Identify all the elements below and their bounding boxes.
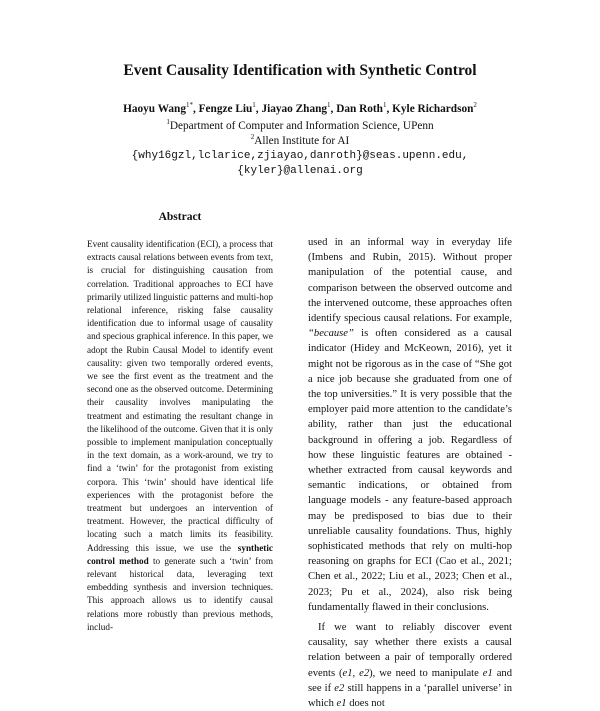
author-affil-mark: 2 bbox=[473, 101, 477, 109]
affiliation-ai2 bbox=[0, 133, 600, 147]
body-p2-text-c: and see if bbox=[308, 667, 512, 694]
body-p2-math-e1e2: e1, e2 bbox=[342, 667, 370, 679]
right-column bbox=[308, 235, 512, 711]
author-affil-mark: 1 bbox=[382, 101, 387, 109]
author-affil-mark: 1 bbox=[327, 101, 331, 109]
body-p2-math-e1: e1 bbox=[482, 667, 493, 679]
author-affil-mark: 1 bbox=[252, 101, 256, 109]
body-p1-text-a: used in an informal way in everyday life (Imbens and Rubin, 2015). Without proper manipulation of the potential cause, and comparison between the observed outcome and the intervened outcome, these approaches often identify specious causal relations. For example, bbox=[308, 237, 512, 325]
author-separator: , bbox=[330, 102, 337, 115]
body-p1-text-b: is often considered as a causal indicator (Hidey and McKeown, 2016), yet it might not be rigorous as in the case of “She got a nice job because she graduated from one of the top universities.” It is very possible that the employer paid more attention to the candidate’s ability, rather than just the educational background in offering a job. Regardless of how these linguistic features are obtained - whether extracted from causal keywords and semantic indications, or obtained from language models - any feature-based approach may be predisposed to bias due to their unreliable causality foundations. Thus, highly sophisticated methods that rely on multi-hop reasoning on graphs for ECI (Cao et al., 2021; Chen et al., 2022; Liu et al., 2023; Chen et al., 2023; Pu et al., 2024), also risk being fundamentally flawed in their conclusions. bbox=[308, 328, 512, 613]
body-paragraph-2 bbox=[308, 620, 512, 711]
author-name: Kyle Richardson bbox=[392, 102, 474, 115]
email-line-upenn: {why16gzl,lclarice,zjiayao,danroth}@seas.upenn.edu, bbox=[131, 150, 469, 162]
abstract-text bbox=[87, 238, 273, 634]
affiliation-mark: 1 bbox=[166, 118, 170, 126]
author-separator: , bbox=[386, 102, 393, 115]
body-p2-text-b: ), we need to manipulate bbox=[369, 667, 483, 679]
author-separator: , bbox=[255, 102, 262, 115]
abstract-heading: Abstract bbox=[158, 211, 202, 223]
body-p2-text-a: If we want to reliably discover event causality, say whether there exists a causal relation between a pair of temporally ordered events ( bbox=[308, 622, 512, 679]
left-column bbox=[87, 210, 273, 634]
affiliation-mark: 2 bbox=[250, 133, 255, 141]
body-p2-math-e1b: e1 bbox=[336, 698, 347, 710]
body-paragraph-1 bbox=[308, 235, 512, 615]
abstract-bold-term: synthetic control method bbox=[87, 542, 273, 566]
author-name: Fengze Liu bbox=[198, 102, 253, 115]
affiliation-upenn bbox=[0, 118, 600, 132]
paper-title: Event Causality Identification with Synthetic Control bbox=[123, 62, 477, 79]
affiliation-text: Department of Computer and Information Science, UPenn bbox=[169, 119, 434, 132]
affiliation-text: Allen Institute for AI bbox=[254, 134, 350, 147]
abstract-text-part2: to generate such a ‘twin’ from relevant historical data, leveraging text embedding synthesis and inversion techniques. This approach allows us to identify causal relations more robustly than previous methods, includ- bbox=[87, 555, 273, 632]
body-p1-italic: “because” bbox=[308, 328, 354, 340]
author-name: Jiayao Zhang bbox=[261, 102, 328, 115]
email-line-ai2: {kyler}@allenai.org bbox=[237, 165, 363, 177]
author-name: Haoyu Wang bbox=[123, 102, 186, 115]
author-separator: , bbox=[192, 102, 199, 115]
author-affil-mark: 1* bbox=[185, 101, 193, 109]
body-p2-text-e: does not bbox=[346, 698, 385, 710]
author-name: Dan Roth bbox=[336, 102, 383, 115]
author-emails bbox=[0, 149, 600, 179]
body-p2-text-d: still happens in a ‘parallel universe’ in which bbox=[308, 682, 513, 710]
abstract-text-part1: Event causality identification (ECI), a process that extracts causal relations between events from text, is crucial for distinguishing causation from correlation. Traditional approaches to ECI have primarily utilized linguistic patterns and multi-hop relational inference, risking false causality identification due to informal usage of causality and specious graphical inference. In this paper, we adopt the Rubin Causal Model to identify event causality: given two temporally ordered events, we see the first event as the treatment and the second one as the observed outcome. Determining their causality involves manipulating the treatment and estimating the resultant change in the likelihood of the outcome. Given that it is only possible to implement manipulation conceptually in the text domain, as a work-around, we try to find a ‘twin’ for the protagonist from existing corpora. This ‘twin’ should have identical life experiences with the protagonist before the treatment but undergoes an intervention of treatment. However, the practical difficulty of locating such a match limits its feasibility. Addressing this issue, we use the bbox=[87, 239, 274, 553]
author-list bbox=[0, 101, 600, 115]
body-p2-math-e2: e2 bbox=[334, 682, 345, 694]
